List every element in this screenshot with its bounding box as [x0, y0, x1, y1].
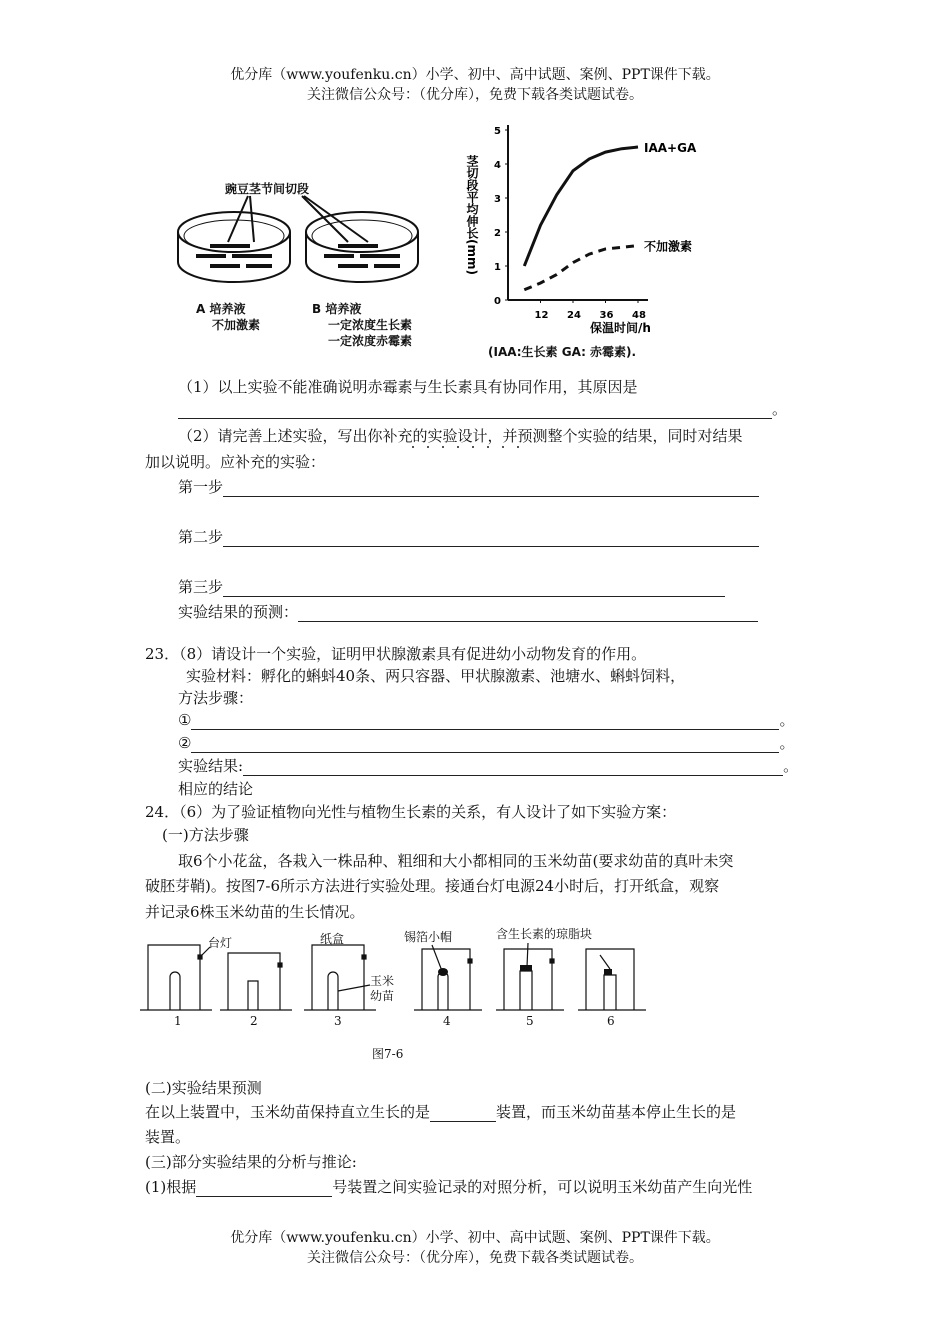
- q24-para2: 破胚芽鞘)。按图7-6所示方法进行实验处理。接通台灯电源24小时后，打开纸盒，观察: [145, 877, 720, 895]
- dish-a-label-2: 不加激素: [212, 318, 261, 332]
- chart-x-tick-label: 48: [632, 310, 646, 321]
- q23-method: 方法步骤：: [178, 689, 254, 707]
- q22-step3-line[interactable]: [223, 580, 725, 597]
- q24-ana-b: 号装置之间实验记录的对照分析，可以说明玉米幼苗产生向光性: [332, 1178, 753, 1196]
- q23-step1-label: ①: [178, 711, 192, 729]
- chart-x-tick-label: 36: [599, 310, 614, 321]
- fig-foil-label: 锡箔小帽: [404, 930, 453, 944]
- q23-result-label: 实验结果:: [178, 757, 244, 775]
- dish-b-label-1: B 培养液: [312, 302, 362, 316]
- q24-sec2: (二)实验结果预测: [145, 1079, 262, 1097]
- chart-caption: (IAA:生长素 GA: 赤霉素).: [488, 345, 637, 359]
- q24-ana-blank[interactable]: [196, 1180, 332, 1197]
- fig-seedling-label-1: 玉米: [370, 974, 395, 988]
- q24-sec1: (一)方法步骤: [162, 826, 249, 844]
- petri-dishes-drawing: [170, 170, 470, 310]
- dish-title: 豌豆茎节间切段: [225, 182, 310, 196]
- q23-result-end: 。: [783, 757, 799, 775]
- chart-y-tick-label: 2: [494, 228, 501, 239]
- fig-lamp-label: 台灯: [208, 936, 233, 950]
- q23-step2-label: ②: [178, 734, 192, 752]
- chart-y-tick-label: 5: [494, 126, 501, 137]
- q22-p1-end: 。: [772, 400, 788, 418]
- chart-y-tick-label: 3: [494, 194, 501, 205]
- q23-step2-line[interactable]: [191, 736, 779, 753]
- chart-series-line: [524, 246, 638, 290]
- q24-para1: 取6个小花盆，各栽入一株品种、粗细和大小都相同的玉米幼苗(要求幼苗的真叶未突: [178, 852, 734, 870]
- fig-box-label: 纸盒: [320, 932, 345, 946]
- q22-answer-line-1[interactable]: [178, 402, 772, 419]
- header-line-2: 关注微信公众号：（优分库），免费下载各类试题试卷。: [307, 87, 643, 103]
- elongation-chart: [460, 115, 730, 365]
- fig-num-3: 3: [334, 1014, 342, 1028]
- chart-y-tick-label: 1: [494, 262, 501, 273]
- q22-predict-label: 实验结果的预测：: [178, 603, 299, 621]
- fig-num-2: 2: [250, 1014, 258, 1028]
- q23-title: 23．（8）请设计一个实验，证明甲状腺激素具有促进幼小动物发育的作用。: [145, 645, 647, 663]
- chart-y-tick-label: 4: [494, 160, 501, 171]
- footer-line-2: 关注微信公众号：（优分库），免费下载各类试题试卷。: [307, 1250, 643, 1266]
- chart-y-tick-label: 0: [494, 296, 501, 307]
- q22-step2-line[interactable]: [223, 530, 759, 547]
- q22-step1-label: 第一步: [178, 478, 224, 496]
- q23-step1-line[interactable]: [191, 713, 779, 730]
- chart-x-tick-label: 12: [534, 310, 549, 321]
- chart-x-tick-label: 24: [567, 310, 581, 321]
- fig-caption: 图7-6: [372, 1047, 404, 1061]
- fig-agar-label: 含生长素的琼脂块: [496, 927, 593, 941]
- chart-series-line: [524, 147, 638, 266]
- q23-materials: 实验材料：孵化的蝌蚪40条、两只容器、甲状腺激素、池塘水、蝌蚪饲料，: [186, 667, 686, 685]
- chart-series-label: 不加激素: [644, 239, 693, 254]
- q22-p2a: （2）请完善上述实验，写出你补充的实验设计，并预测整个实验的结果，同时对结果: [178, 427, 743, 445]
- dish-b-label-3: 一定浓度赤霉素: [328, 334, 413, 348]
- q23-result-line[interactable]: [243, 759, 783, 776]
- q22-step3-label: 第三步: [178, 578, 224, 596]
- q24-title: 24．（6）为了验证植物向光性与植物生长素的关系，有人设计了如下实验方案：: [145, 803, 677, 821]
- chart-series-label: IAA+GA: [644, 141, 697, 155]
- q22-p2b: 加以说明。应补充的实验：: [145, 453, 326, 471]
- q22-step1-line[interactable]: [223, 480, 759, 497]
- fig-num-1: 1: [174, 1014, 182, 1028]
- q22-predict-line[interactable]: [298, 605, 758, 622]
- q24-pred-b: 装置，而玉米幼苗基本停止生长的是: [496, 1103, 737, 1121]
- footer-line-1: 优分库（www.youfenku.cn）小学、初中、高中试题、案例、PPT课件下载。: [230, 1230, 720, 1246]
- chart-x-label: 保温时间/h: [590, 321, 651, 335]
- fig-num-5: 5: [526, 1014, 534, 1028]
- q24-pred-a: 在以上装置中，玉米幼苗保持直立生长的是: [145, 1103, 431, 1121]
- q24-sec3: (三)部分实验结果的分析与推论:: [145, 1153, 357, 1171]
- dish-b-label-2: 一定浓度生长素: [328, 318, 413, 332]
- q24-pred-c: 装置。: [145, 1128, 191, 1146]
- q23-conclusion: 相应的结论: [178, 780, 254, 798]
- fig-seedling-label-2: 幼苗: [370, 989, 395, 1003]
- q22-step2-label: 第二步: [178, 528, 224, 546]
- fig-num-4: 4: [443, 1014, 451, 1028]
- q24-pred-blank-1[interactable]: [430, 1105, 496, 1122]
- q22-p1: （1）以上实验不能准确说明赤霉素与生长素具有协同作用，其原因是: [178, 378, 638, 396]
- dish-a-label-1: A 培养液: [196, 302, 246, 316]
- chart-y-label: 茎切段平均伸长(mm): [465, 155, 479, 275]
- fig-num-6: 6: [607, 1014, 615, 1028]
- q24-ana-a: (1)根据: [145, 1178, 197, 1196]
- header-line-1: 优分库（www.youfenku.cn）小学、初中、高中试题、案例、PPT课件下载。: [230, 67, 720, 83]
- q24-para3: 并记录6株玉米幼苗的生长情况。: [145, 903, 365, 921]
- q23-step1-end: 。: [779, 711, 795, 729]
- q23-step2-end: 。: [779, 734, 795, 752]
